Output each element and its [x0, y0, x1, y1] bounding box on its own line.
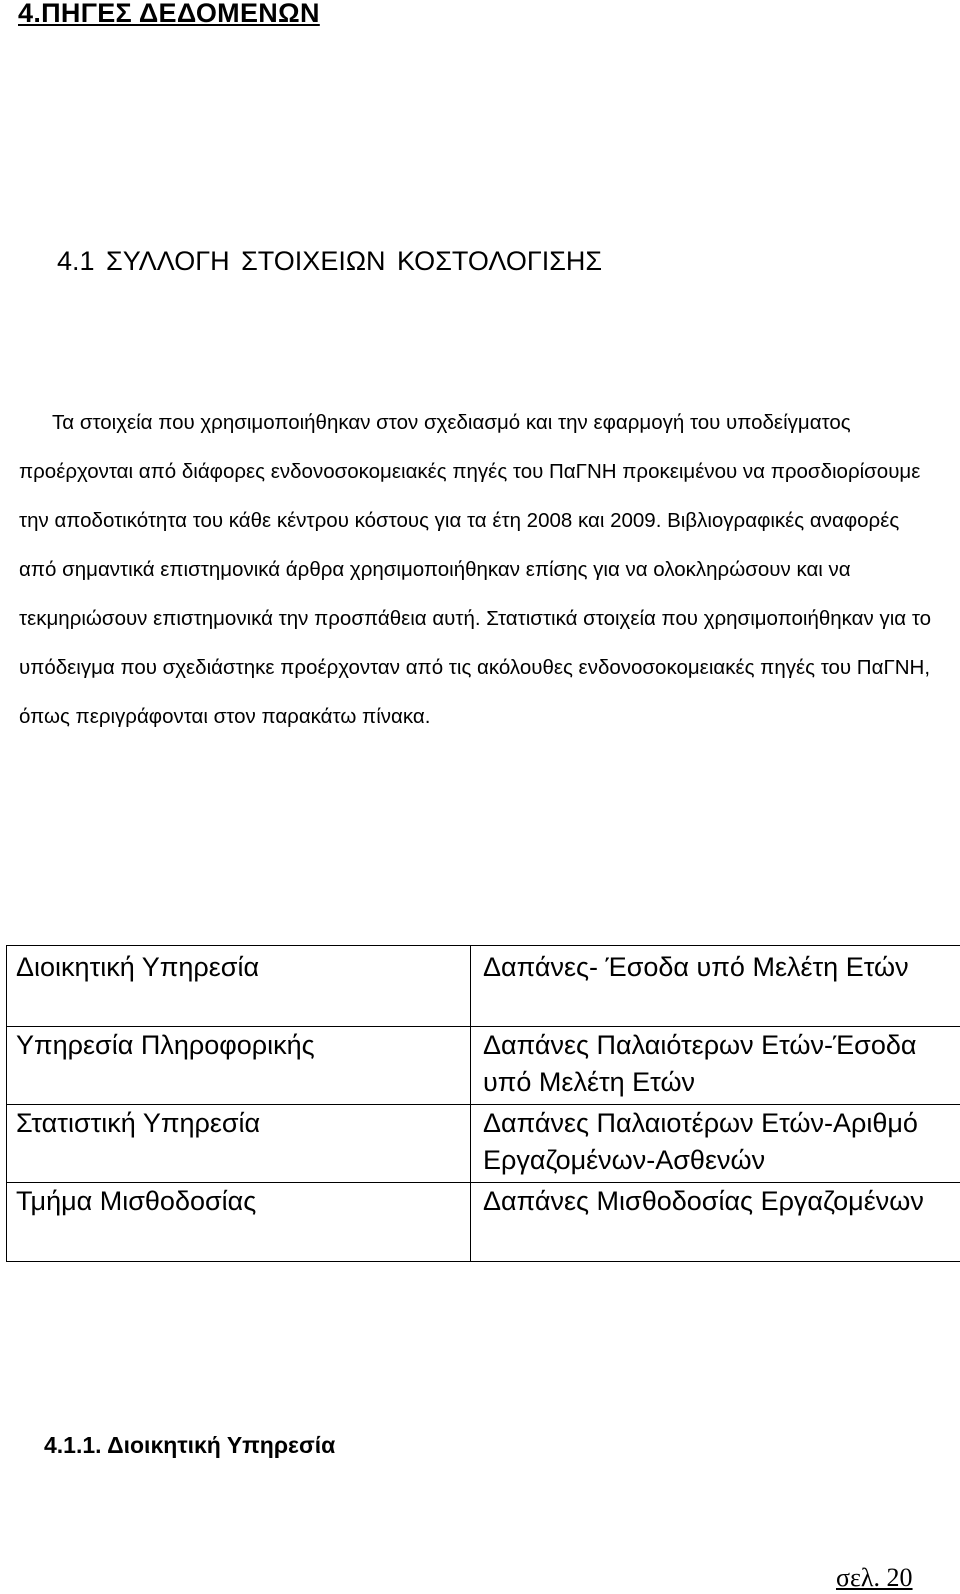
data-cell: Δαπάνες- Έσοδα υπό Μελέτη Ετών: [471, 946, 960, 1027]
data-sources-table: [6, 945, 960, 1262]
table-row: [7, 1183, 960, 1262]
table-row: [7, 1105, 960, 1183]
table-row: [7, 1027, 960, 1105]
chapter-title: 4.ΠΗΓΕΣ ΔΕΔΟΜΕΝΩΝ: [18, 0, 320, 28]
page-number: σελ. 20: [836, 1563, 913, 1592]
service-cell: Τμήμα Μισθοδοσίας: [7, 1183, 471, 1262]
service-cell: Στατιστική Υπηρεσία: [7, 1105, 471, 1183]
data-cell: Δαπάνες Παλαιοτέρων Ετών-Αριθμό Εργαζομένων-Ασθενών: [471, 1105, 960, 1183]
data-cell: Δαπάνες Παλαιότερων Ετών-Έσοδα υπό Μελέτη Ετών: [471, 1027, 960, 1105]
intro-paragraph: Τα στοιχεία που χρησιμοποιήθηκαν στον σχεδιασμό και την εφαρμογή του υποδείγματος προέρχονται από διάφορες ενδονοσοκομειακές πηγές του ΠαΓΝΗ προκειμένου να προσδιορίσουμε την αποδοτικότητα του κάθε κέντρου κόστους για τα έτη 2008 και 2009. Βιβλιογραφικές αναφορές από σημαντικά επιστημονικά άρθρα χρησιμοποιήθηκαν επίσης για να ολοκληρώσουν και να τεκμηριώσουν επιστημονικά την προσπάθεια αυτή. Στατιστικά στοιχεία που χρησιμοποιήθηκαν για το υπόδειγμα που σχεδιάστηκε προέρχονταν από τις ακόλουθες ενδονοσοκομειακές πηγές του ΠαΓΝΗ, όπως περιγράφονται στον παρακάτω πίνακα.: [19, 411, 932, 728]
service-cell: Υπηρεσία Πληροφορικής: [7, 1027, 471, 1105]
subsection-title: 4.1.1. Διοικητική Υπηρεσία: [44, 1432, 336, 1458]
section-title: 4.1 ΣΥΛΛΟΓΗ ΣΤΟΙΧΕΙΩΝ ΚΟΣΤΟΛΟΓΙΣΗΣ: [57, 246, 603, 276]
data-cell: Δαπάνες Μισθοδοσίας Εργαζομένων: [471, 1183, 960, 1262]
table-row: [7, 946, 960, 1027]
service-cell: Διοικητική Υπηρεσία: [7, 946, 471, 1027]
